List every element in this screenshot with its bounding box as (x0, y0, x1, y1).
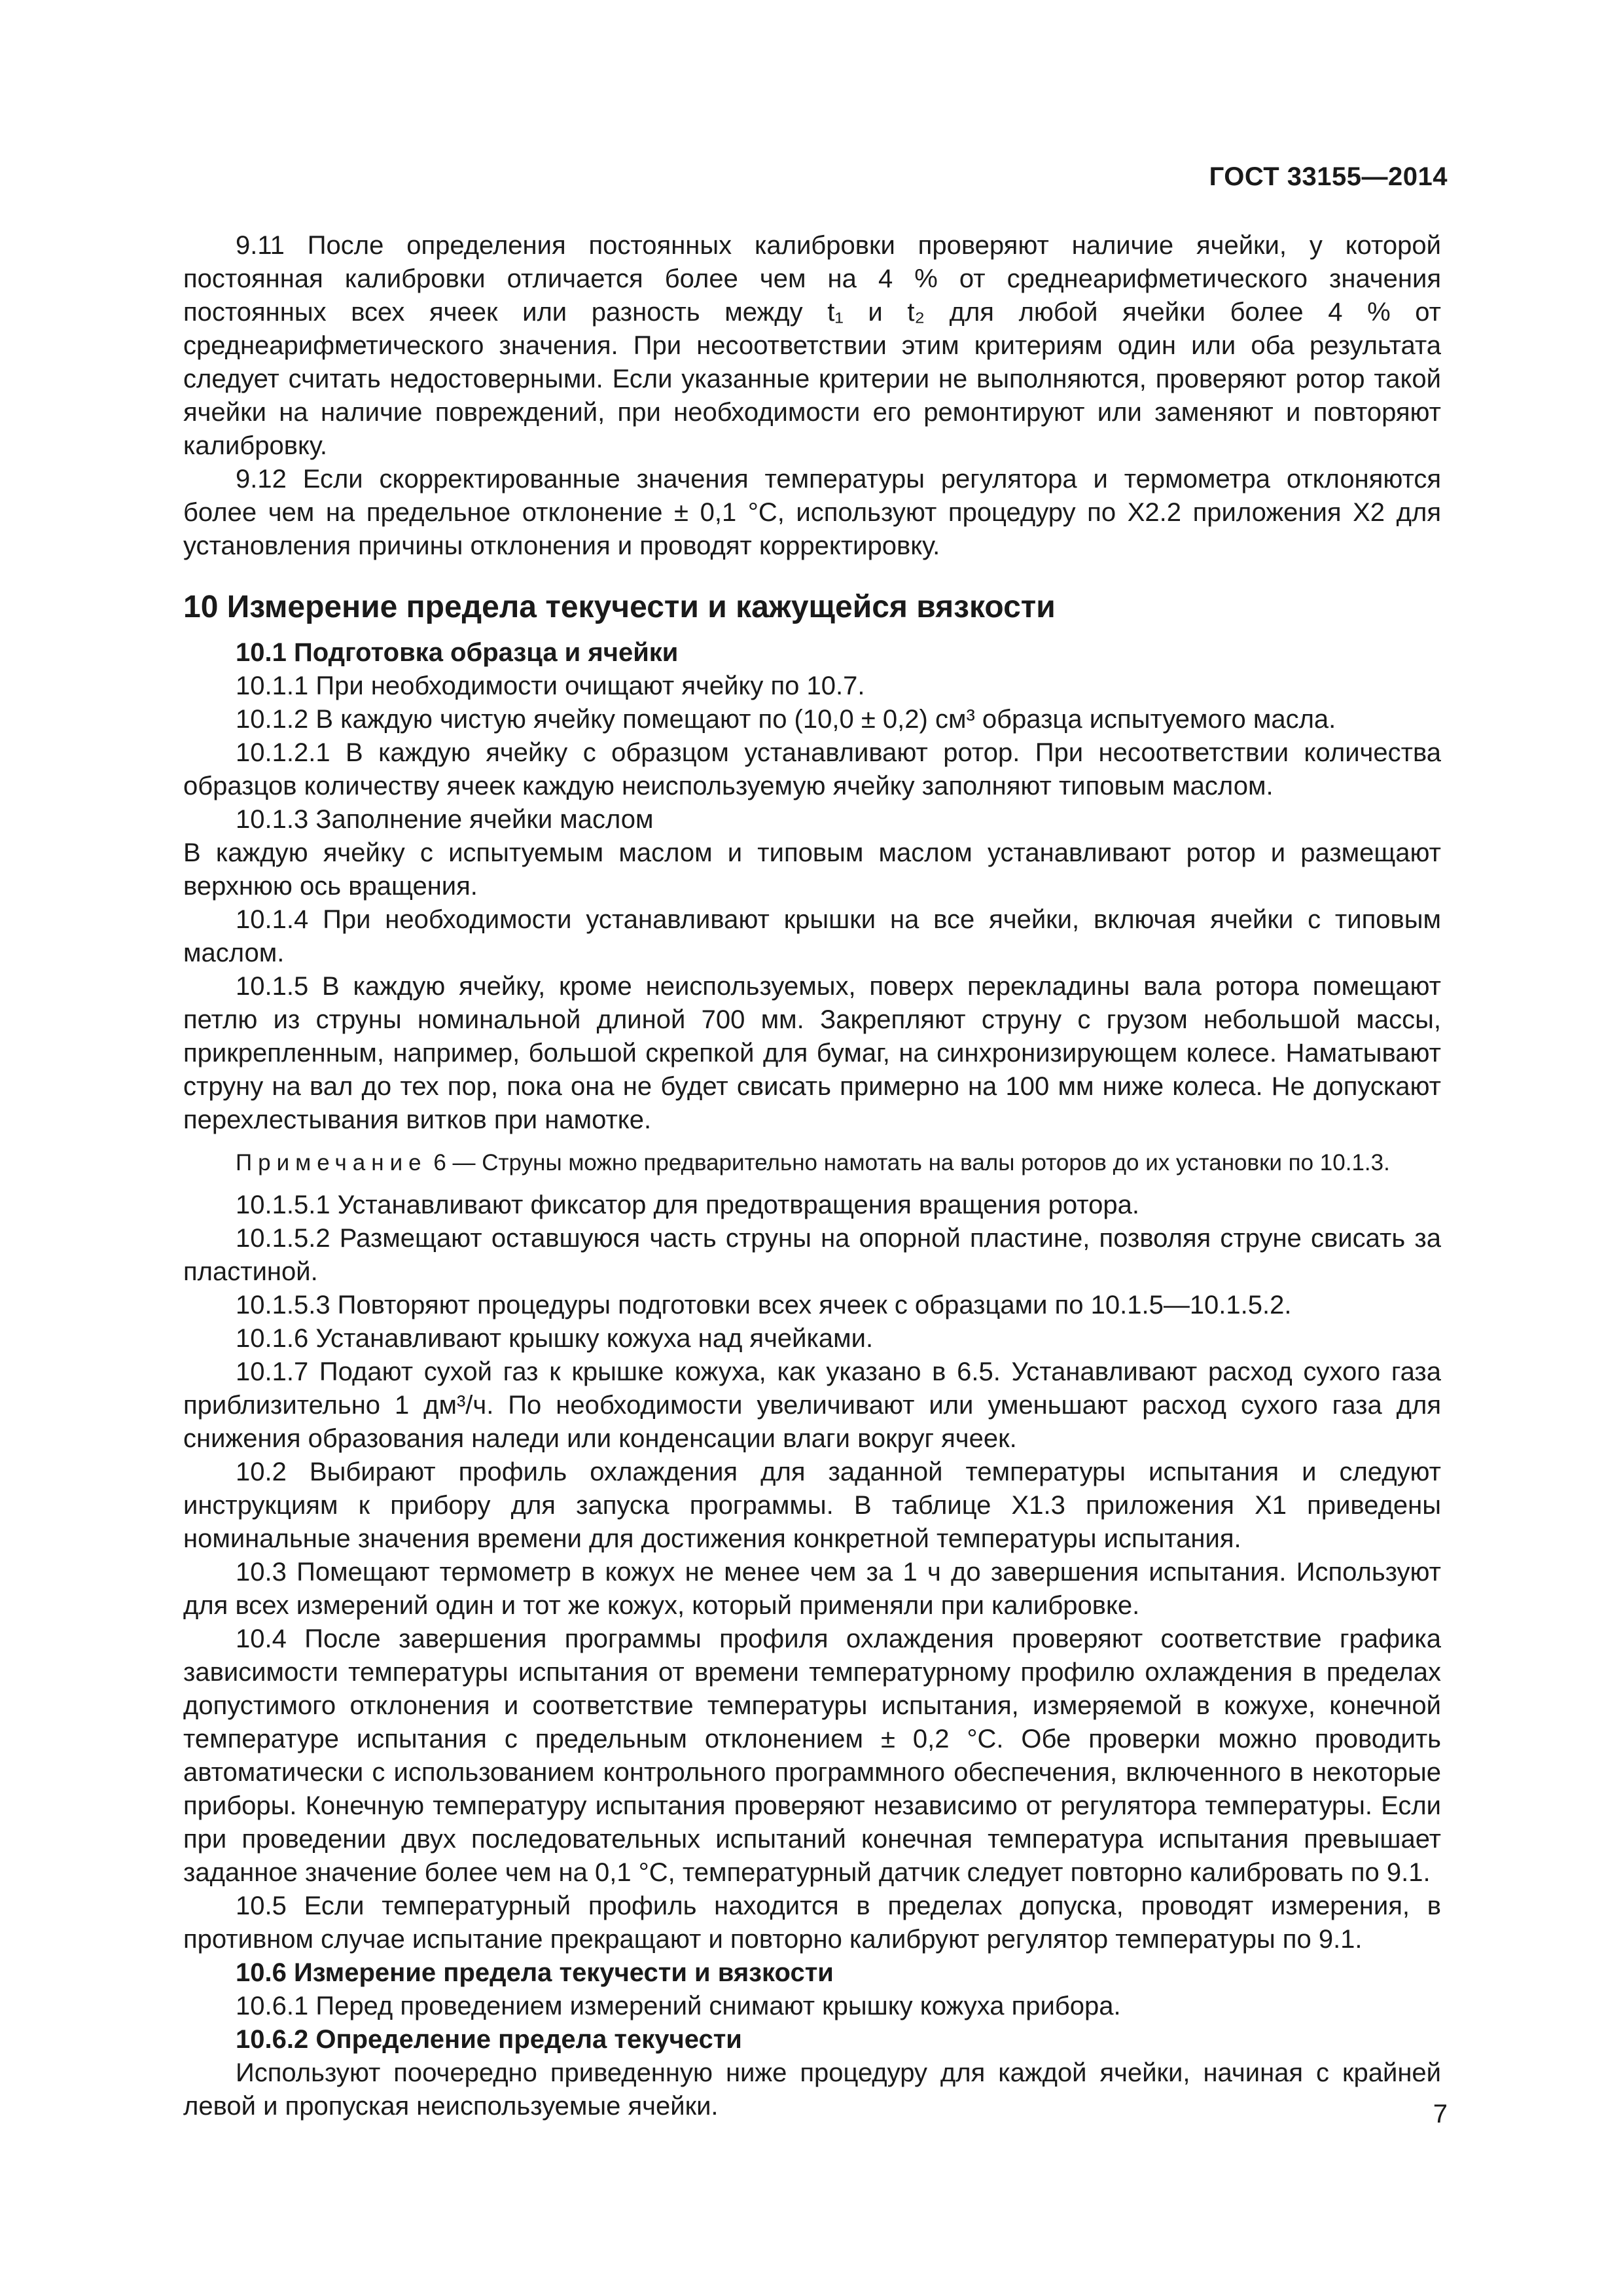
paragraph-10-1-4: 10.1.4 При необходимости устанавливают крышки на все ячейки, включая ячейки с типовым маслом. (183, 905, 1441, 967)
paragraph-10-1-5-3: 10.1.5.3 Повторяют процедуры подготовки всех ячеек с образцами по 10.1.5—10.1.5.2. (236, 1291, 1292, 1319)
subsection-10-6-title-text: 10.6 Измерение предела текучести и вязкости (236, 1958, 834, 1987)
paragraph-10-6-2-text: Используют поочередно приведенную ниже процедуру для каждой ячейки, начиная с крайней левой и пропуская неиспользуемые ячейки. (183, 2058, 1441, 2121)
paragraph-10-1-1: 10.1.1 При необходимости очищают ячейку по 10.7. (236, 672, 865, 700)
paragraph-10-1-5-2: 10.1.5.2 Размещают оставшуюся часть струны на опорной пластине, позволяя струне свисать за пластиной. (183, 1224, 1441, 1286)
paragraph-10-1-6: 10.1.6 Устанавливают крышку кожуха над ячейками. (236, 1324, 874, 1353)
subsection-10-6-2-title (183, 2023, 1441, 2056)
note-6-label: Примечание (236, 1150, 427, 1175)
paragraph-10-1-3: 10.1.3 Заполнение ячейки маслом (236, 805, 654, 834)
paragraph-10-1-2: 10.1.2 В каждую чистую ячейку помещают по (10,0 ± 0,2) см³ образца испытуемого масла. (236, 705, 1336, 734)
document-header: ГОСТ 33155—2014 (1209, 162, 1448, 191)
paragraph-9-11: 9.11 После определения постоянных калибровки проверяют наличие ячейки, у которой постоянная калибровки отличается более чем на 4 % от среднеарифметического значения постоянных всех ячеек или разность между t₁ и t₂ для любой ячейки более 4 % от среднеарифметического значения. При несоответствии этим критериям один или оба результата следует считать недостоверными. Если указанные критерии не выполняются, проверяют ротор такой ячейки на наличие повреждений, при необходимости его ремонтируют или заменяют и повторяют калибровку. (183, 231, 1441, 460)
paragraph-10-6-1: 10.6.1 Перед проведением измерений снимают крышку кожуха прибора. (236, 1992, 1121, 2020)
paragraph-9-12: 9.12 Если скорректированные значения температуры регулятора и термометра отклоняются более чем на предельное отклонение ± 0,1 °С, используют процедуру по Х2.2 приложения Х2 для установления причины отклонения и проводят корректировку. (183, 465, 1441, 560)
subsection-10-6-2-title-text: 10.6.2 Определение предела текучести (236, 2025, 742, 2054)
paragraph-10-1-2-1: 10.1.2.1 В каждую ячейку с образцом устанавливают ротор. При несоответствии количества образцов количеству ячеек каждую неиспользуемую ячейку заполняют типовым маслом. (183, 738, 1441, 800)
note-6-text: 6 — Струны можно предварительно намотать на валы роторов до их установки по 10.1.3. (427, 1150, 1390, 1175)
paragraph-10-2: 10.2 Выбирают профиль охлаждения для заданной температуры испытания и следуют инструкциям к прибору для запуска программы. В таблице Х1.3 приложения Х1 приведены номинальные значения времени для достижения конкретной температуры испытания. (183, 1458, 1441, 1553)
paragraph-10-1-5-1: 10.1.5.1 Устанавливают фиксатор для предотвращения вращения ротора. (236, 1191, 1139, 1219)
document-body (183, 229, 1441, 2123)
paragraph-10-3: 10.3 Помещают термометр в кожух не менее чем за 1 ч до завершения испытания. Используют для всех измерений один и тот же кожух, который применяли при калибровке. (183, 1558, 1441, 1620)
paragraph-10-1-7: 10.1.7 Подают сухой газ к крышке кожуха, как указано в 6.5. Устанавливают расход сухого газа приблизительно 1 дм³/ч. По необходимости увеличивают или уменьшают расход сухого газа для снижения образования наледи или конденсации влаги вокруг ячеек. (183, 1357, 1441, 1453)
note-6 (183, 1146, 1441, 1179)
paragraph-10-5: 10.5 Если температурный профиль находится в пределах допуска, проводят измерения, в противном случае испытание прекращают и повторно калибруют регулятор температуры по 9.1. (183, 1892, 1441, 1954)
subsection-10-6-title (183, 1956, 1441, 1990)
paragraph-10-1-5: 10.1.5 В каждую ячейку, кроме неиспользуемых, поверх перекладины вала ротора помещают петлю из струны номинальной длиной 700 мм. Закрепляют струну с грузом небольшой массы, прикрепленным, например, большой скрепкой для бумаг, на синхронизирующем колесе. Наматывают струну на вал до тех пор, пока она не будет свисать примерно на 100 мм ниже колеса. Не допускают перехлестывания витков при намотке. (183, 972, 1441, 1134)
paragraph-10-1-3-text: В каждую ячейку с испытуемым маслом и типовым маслом устанавливают ротор и размещают верхнюю ось вращения. (183, 838, 1441, 901)
subsection-10-1-title (183, 636, 1441, 670)
subsection-10-1-title-text: 10.1 Подготовка образца и ячейки (236, 638, 679, 667)
section-10-title: 10 Измерение предела текучести и кажущейся вязкости (183, 590, 1056, 624)
page-number: 7 (1433, 2100, 1448, 2128)
paragraph-10-4: 10.4 После завершения программы профиля охлаждения проверяют соответствие графика зависимости температуры испытания от времени температурному профилю охлаждения в пределах допустимого отклонения и соответствие температуры испытания, измеряемой в кожухе, конечной температуре испытания с предельным отклонением ± 0,2 °С. Обе проверки можно проводить автоматически с использованием контрольного программного обеспечения, включенного в некоторые приборы. Конечную температуру испытания проверяют независимо от регулятора температуры. Если при проведении двух последовательных испытаний конечная температура испытания превышает заданное значение более чем на 0,1 °С, температурный датчик следует повторно калибровать по 9.1. (183, 1624, 1441, 1887)
